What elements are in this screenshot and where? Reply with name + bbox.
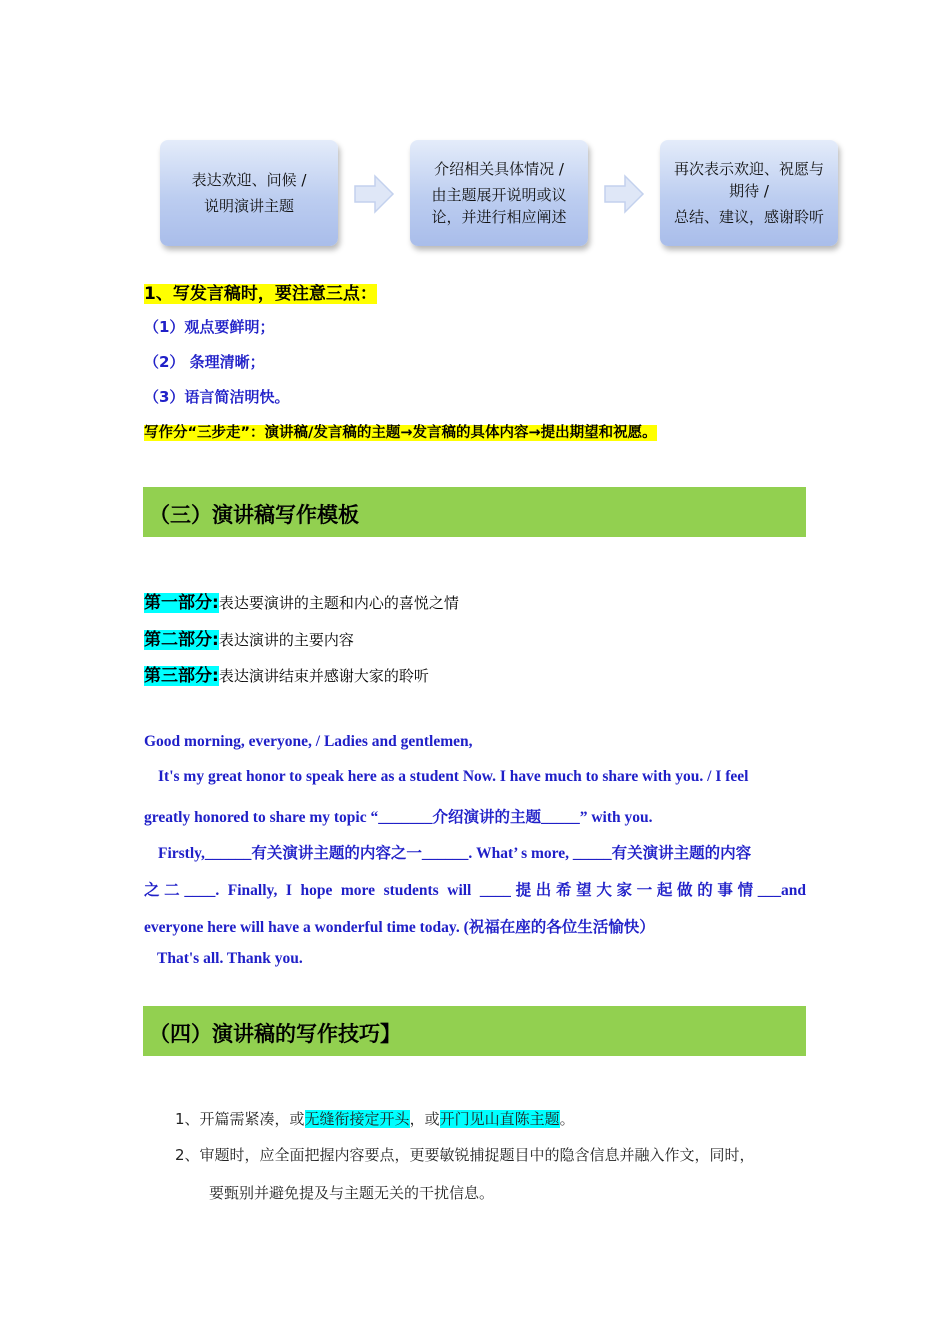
part-label: 第三部分: <box>144 666 219 686</box>
template-part <box>144 661 429 686</box>
part-text: 表达演讲的主要内容 <box>218 631 354 649</box>
right-arrow-icon <box>353 174 395 214</box>
template-line: Good morning, everyone, / Ladies and gentlemen, <box>144 733 473 750</box>
template-part <box>144 588 459 613</box>
flow-box-text: 表达欢迎、问候 / <box>191 171 307 189</box>
flow-box-text: 期待 / <box>729 182 769 200</box>
section-title: （四）演讲稿的写作技巧】 <box>149 1022 401 1046</box>
notes-point: （2） 条理清晰； <box>144 353 265 371</box>
highlight: 无缝衔接定开头 <box>304 1110 410 1128</box>
right-arrow-icon <box>603 174 645 214</box>
notes-heading: 1、写发言稿时，要注意三点： <box>144 284 377 304</box>
part-text: 表达演讲结束并感谢大家的聆听 <box>218 667 429 685</box>
section-header <box>143 487 806 537</box>
template-line: That's all. Thank you. <box>157 950 303 967</box>
tip-item-continued: 要甄别并避免提及与主题无关的干扰信息。 <box>209 1184 495 1202</box>
flow-box-text: 再次表示欢迎、祝愿与 <box>673 160 824 178</box>
flow-box-text: 介绍相关具体情况 / <box>434 160 564 178</box>
notes-point: （3）语言简洁明快。 <box>144 388 290 406</box>
flow-box-greeting <box>160 140 338 246</box>
flow-box-text: 由主题展开说明或议 <box>431 186 567 204</box>
part-text: 表达要演讲的主题和内心的喜悦之情 <box>218 594 459 612</box>
part-label: 第一部分: <box>144 593 219 613</box>
flow-box-content <box>410 140 588 246</box>
flow-box-text: 总结、建议，感谢聆听 <box>673 208 824 226</box>
tip-item: 1、开篇需紧凑，或无缝衔接定开头，或开门见山直陈主题。 <box>175 1110 575 1128</box>
section-header <box>143 1006 806 1056</box>
notes-point: （1）观点要鲜明； <box>144 318 275 336</box>
flow-box-text: 论，并进行相应阐述 <box>431 208 567 226</box>
template-part <box>144 625 354 650</box>
template-line: It's my great honor to speak here as a student Now. I have much to share with you. / I feel <box>158 768 749 785</box>
section-title: （三）演讲稿写作模板 <box>149 503 359 527</box>
template-line: 之二____. Finally, I hope more students will ____提出希望大家一起做的事情___and <box>144 882 806 899</box>
template-line: everyone here will have a wonderful time today. (祝福在座的各位生活愉快） <box>144 919 655 936</box>
template-line: Firstly,______有关演讲主题的内容之一______. What’ s more, _____有关演讲主题的内容 <box>158 845 752 862</box>
flow-box-text: 说明演讲主题 <box>203 197 294 215</box>
flow-box-closing <box>660 140 838 246</box>
notes-steps: 写作分“三步走”：演讲稿/发言稿的主题→发言稿的具体内容→提出期望和祝愿。 <box>144 425 657 441</box>
highlight: 开门见山直陈主题 <box>439 1110 560 1128</box>
template-line: greatly honored to share my topic “_______介绍演讲的主题_____” with you. <box>144 809 653 826</box>
tip-item: 2、审题时，应全面把握内容要点，更要敏锐捕捉题目中的隐含信息并融入作文，同时， <box>175 1146 755 1164</box>
part-label: 第二部分: <box>144 630 219 650</box>
